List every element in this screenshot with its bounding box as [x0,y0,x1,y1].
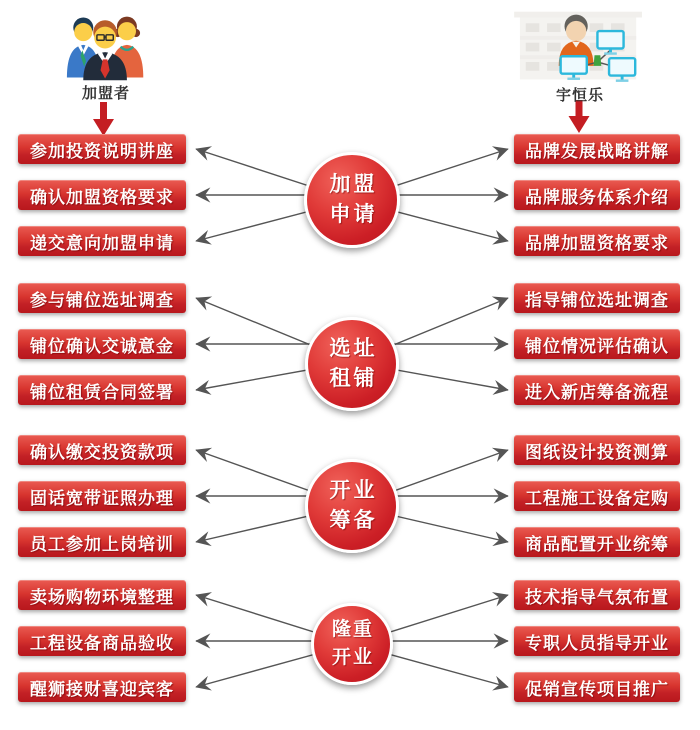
step-box: 递交意向加盟申请 [18,226,186,256]
person-network-icon [510,2,650,94]
step-box: 卖场购物环境整理 [18,580,186,610]
down-arrow-left [93,102,114,136]
stage-circle [305,317,399,411]
franchisee-label: 加盟者 [81,85,130,102]
stage-circle [305,459,399,553]
stage-circle-line2: 租铺 [329,367,378,390]
stage-circle-line1: 选址 [329,336,378,360]
stage-circle-line1: 隆重 [331,619,374,641]
step-box: 固话宽带证照办理 [18,481,186,511]
people-group-icon [56,4,156,82]
step-box: 品牌发展战略讲解 [514,134,680,164]
stage-circle-line2: 申请 [329,203,378,226]
step-box: 技术指导气氛布置 [514,580,680,610]
step-box: 参加投资说明讲座 [18,134,186,164]
step-box: 专职人员指导开业 [514,626,680,656]
stage-circle-line2: 开业 [331,647,374,668]
step-box: 品牌服务体系介绍 [514,180,680,210]
step-box: 醒狮接财喜迎宾客 [18,672,186,702]
step-box: 进入新店筹备流程 [514,375,680,405]
step-box: 工程设备商品验收 [18,626,186,656]
step-box: 参与铺位选址调查 [18,283,186,313]
stage-circle-line2: 筹备 [329,509,378,532]
step-box: 商品配置开业统筹 [514,527,680,557]
step-box: 铺位情况评估确认 [514,329,680,359]
step-box: 员工参加上岗培训 [18,527,186,557]
step-box: 促销宣传项目推广 [514,672,680,702]
stage-circle [304,152,400,248]
step-box: 指导铺位选址调查 [514,283,680,313]
step-box: 工程施工设备定购 [514,481,680,511]
step-box: 品牌加盟资格要求 [514,226,680,256]
stage-circle-line1: 开业 [329,478,378,502]
company-label: 宇恒乐 [555,87,604,104]
stage-circle-line1: 加盟 [329,172,378,196]
step-box: 铺位确认交诚意金 [18,329,186,359]
step-box: 图纸设计投资测算 [514,435,680,465]
stage-circle [311,603,393,685]
step-box: 铺位租赁合同签署 [18,375,186,405]
step-box: 确认缴交投资款项 [18,435,186,465]
step-box: 确认加盟资格要求 [18,180,186,210]
